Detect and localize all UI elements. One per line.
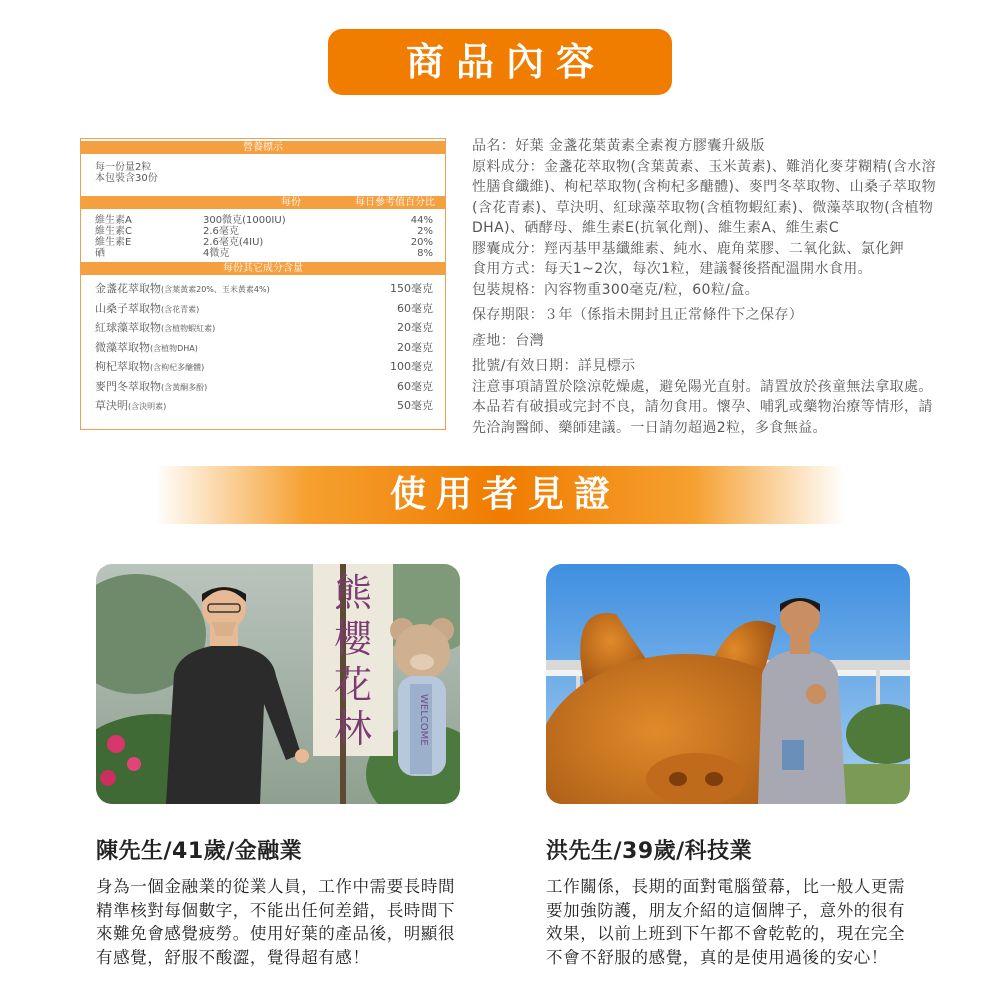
ingredient-name: 微藻萃取物 bbox=[95, 340, 150, 354]
other-ingredients-header: 每份其它成分含量 bbox=[81, 262, 445, 275]
ingredient-row bbox=[81, 319, 445, 339]
ingredient-note: (含黃酮多酚) bbox=[161, 382, 208, 392]
ingredient-name: 麥門冬萃取物 bbox=[95, 379, 161, 393]
ingredient-name: 山桑子萃取物 bbox=[95, 301, 161, 315]
nutrition-column-header: 每份 每日參考值百分比 bbox=[81, 196, 445, 209]
package-spec: 包裝規格：內容物重300毫克/粒，60粒/盒。 bbox=[472, 281, 760, 298]
sign-char: 花 bbox=[333, 663, 373, 707]
sign-char: 熊 bbox=[333, 571, 373, 615]
welcome-board: WELCOME bbox=[418, 694, 429, 746]
raw-ingredients: 原料成分：金盞花萃取物(含葉黃素、玉米黃素)、難消化麥芽糊精(含水溶性膳食纖維)、枸杞萃取物(含枸杞多醣體)、麥門冬萃取物、山桑子萃取物(含花青素)、草決明、紅球藻萃取物(含植物蝦紅素)、微藻萃取物(含植物DHA)、硒酵母、維生素E(抗氧化劑)、維生素A、維生素C bbox=[472, 158, 936, 236]
ingredient-note: (含植物DHA) bbox=[150, 343, 198, 353]
serving-size: 每一份量2粒 bbox=[95, 162, 152, 173]
ingredient-value: 20毫克 bbox=[397, 340, 433, 354]
usage: 食用方式：每天1~2次，每次1粒，建議餐後搭配溫開水食用。 bbox=[472, 261, 873, 277]
ingredient-value: 100毫克 bbox=[390, 360, 433, 373]
vitamin-daily-pct: 2% bbox=[417, 226, 433, 237]
ingredient-note: (含花青素) bbox=[161, 304, 200, 314]
vitamin-row bbox=[81, 226, 445, 237]
nutrition-table bbox=[80, 138, 446, 430]
batch-number: 批號/有效日期：詳見標示 bbox=[472, 358, 636, 374]
vitamin-name: 維生素E bbox=[95, 237, 132, 248]
capsule-ingredients: 膠囊成分：羥丙基甲基纖維素、純水、鹿角菜膠、二氧化鈦、氯化鉀 bbox=[472, 240, 904, 257]
vitamin-amount: 300微克(1000IU) bbox=[203, 215, 286, 226]
ingredient-value: 150毫克 bbox=[390, 282, 433, 295]
ingredient-value: 60毫克 bbox=[397, 379, 433, 393]
vitamin-row bbox=[81, 237, 445, 248]
ingredient-note: (含決明素) bbox=[128, 402, 167, 411]
testimonial-name-right: 洪先生/39歲/科技業 bbox=[546, 839, 753, 864]
vitamin-name: 維生素C bbox=[95, 226, 132, 237]
ingredient-row bbox=[81, 300, 445, 320]
servings-count: 本包裝含30份 bbox=[95, 173, 158, 184]
ingredient-value: 20毫克 bbox=[397, 321, 433, 334]
nutrition-header: 營養標示 bbox=[81, 141, 445, 154]
ingredient-name: 金盞花萃取物 bbox=[95, 282, 161, 295]
vitamin-name: 維生素A bbox=[95, 215, 132, 226]
testimonial-text-right: 工作關係，長期的面對電腦螢幕，比一般人更需要加強防護，朋友介紹的這個牌子，意外的很有效果，以前上班到下午都不會乾乾的，現在完全不會不舒服的感覺，真的是使用過後的安心！ bbox=[546, 877, 906, 967]
vitamin-daily-pct: 8% bbox=[417, 248, 433, 259]
vitamin-row bbox=[81, 248, 445, 259]
ingredient-name: 枸杞萃取物 bbox=[95, 360, 150, 373]
ingredient-row bbox=[81, 397, 445, 417]
ingredient-name: 紅球藻萃取物 bbox=[95, 321, 161, 334]
sign-char: 櫻 bbox=[333, 617, 373, 661]
vitamin-row bbox=[81, 215, 445, 226]
bear-statue bbox=[390, 618, 454, 776]
section-title-product: 商品內容 bbox=[328, 29, 672, 95]
vitamin-amount: 2.6毫克(4IU) bbox=[203, 237, 264, 248]
ingredient-note: (含植物蝦紅素) bbox=[161, 324, 216, 333]
vitamin-amount: 4微克 bbox=[203, 248, 230, 259]
ingredient-name: 草決明 bbox=[95, 399, 128, 412]
precautions: 注意事項請置於陰涼乾燥處，避免陽光直射。請置放於孩童無法拿取處。本品若有破損或完封不良，請勿食用。懷孕、哺乳或藥物治療等情形，請先洽詢醫師、藥師建議。一日請勿超過2粒，多食無益。 bbox=[472, 378, 933, 436]
vitamin-amount: 2.6毫克 bbox=[203, 226, 239, 237]
ingredient-value: 60毫克 bbox=[397, 301, 433, 315]
testimonial-text-left: 身為一個金融業的從業人員，工作中需要長時間精準核對每個數字，不能出任何差錯，長時間下來難免會感覺疲勞。使用好葉的產品後，明顯很有感覺，舒服不酸澀，覺得超有感！ bbox=[96, 877, 456, 967]
testimonial-photo-right bbox=[546, 564, 910, 804]
ingredient-value: 50毫克 bbox=[397, 399, 433, 412]
ingredient-row bbox=[81, 358, 445, 378]
testimonial-name-left: 陳先生/41歲/金融業 bbox=[96, 839, 303, 864]
ingredient-note: (含枸杞多醣體) bbox=[150, 363, 205, 372]
vitamin-name: 硒 bbox=[95, 248, 105, 259]
product-info bbox=[472, 136, 940, 438]
testimonial-photo-left bbox=[96, 564, 460, 804]
product-name: 品名：好葉 金盞花葉黃素全素複方膠囊升級版 bbox=[472, 138, 765, 154]
ingredient-row bbox=[81, 280, 445, 300]
vitamin-daily-pct: 44% bbox=[410, 215, 433, 226]
shelf-life: 保存期限：３年（係指未開封且正常條件下之保存） bbox=[472, 307, 804, 323]
ingredient-row bbox=[81, 378, 445, 398]
ingredient-note: (含葉黃素20%、玉米黃素4%) bbox=[161, 285, 270, 294]
vitamin-daily-pct: 20% bbox=[410, 237, 433, 248]
ingredient-row bbox=[81, 339, 445, 359]
sign-char: 林 bbox=[333, 707, 373, 751]
section-title-testimonials: 使用者見證 bbox=[155, 466, 845, 524]
origin: 產地：台灣 bbox=[472, 332, 544, 349]
